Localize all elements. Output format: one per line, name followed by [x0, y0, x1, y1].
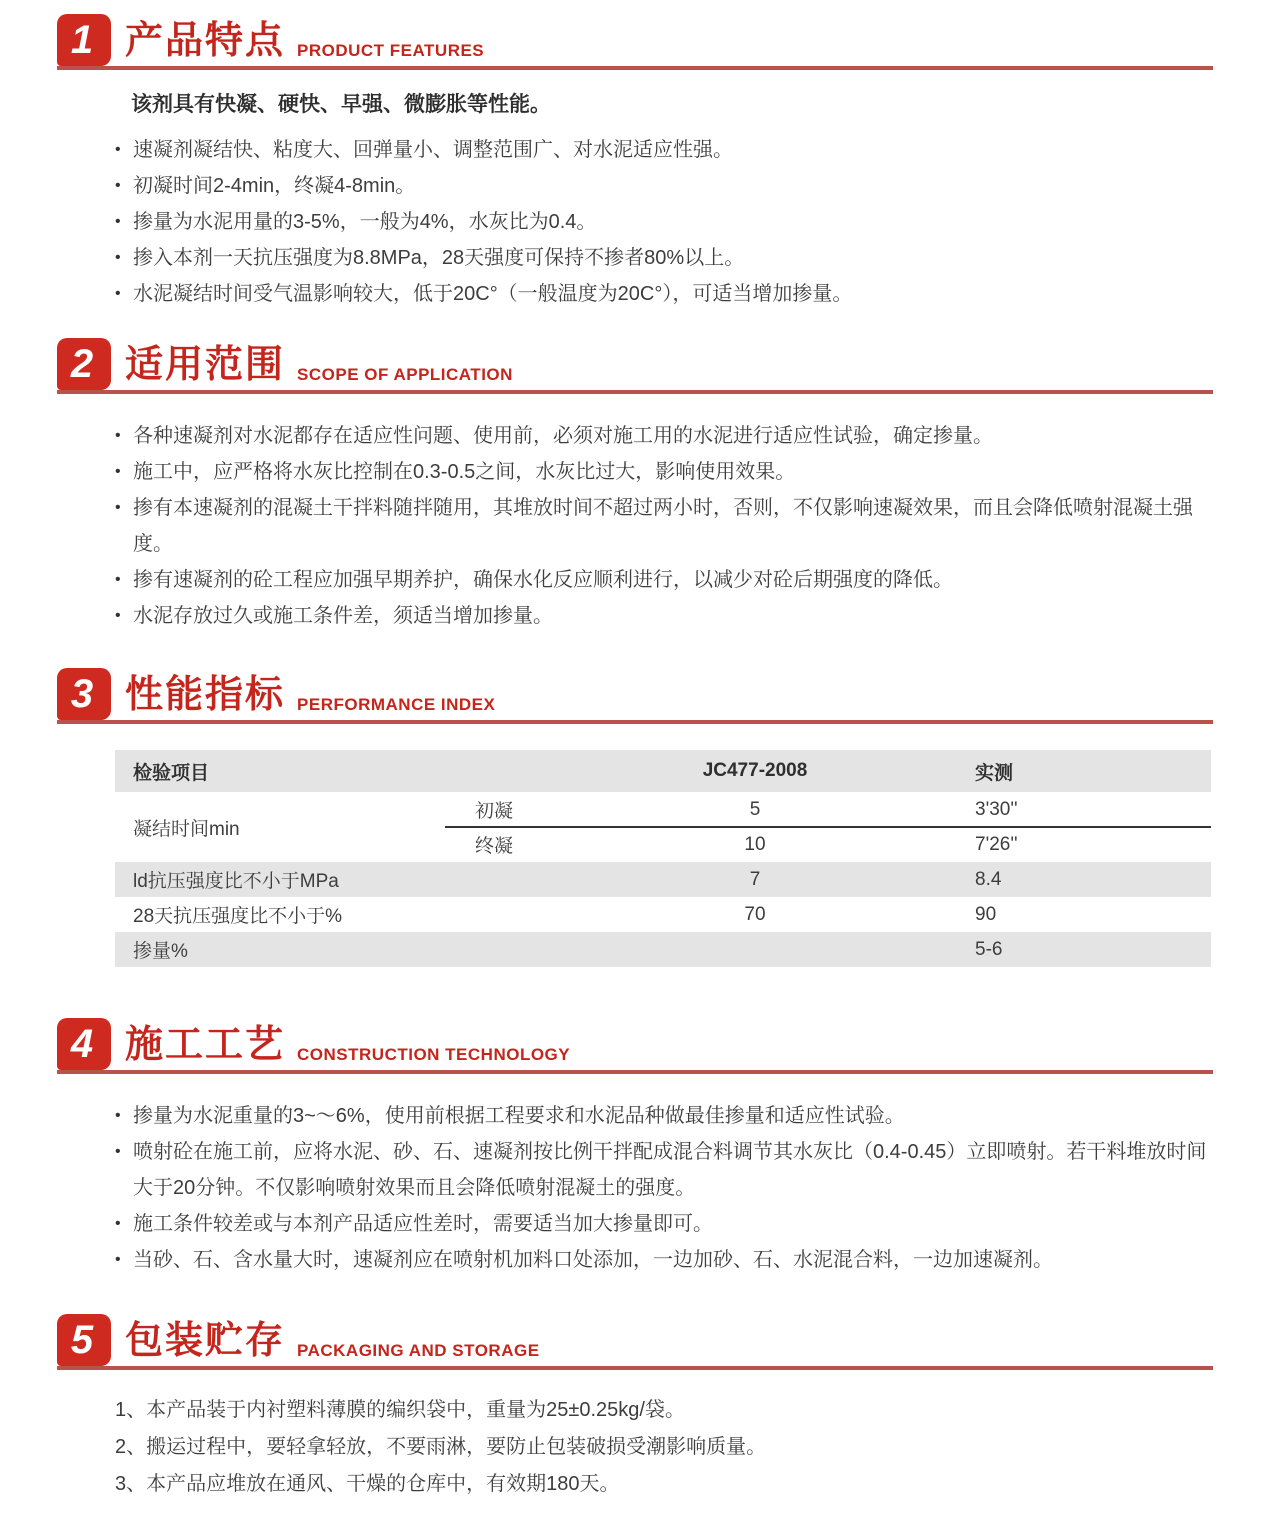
section-header [57, 338, 1213, 394]
section-title: 适用范围 [125, 344, 286, 386]
bullet-dot-icon: • [115, 1107, 121, 1124]
section-number-badge: 1 [57, 14, 111, 66]
list-item-text: 掺有速凝剂的砼工程应加强早期养护，确保水化反应顺利进行，以减少对砼后期强度的降低。 [133, 569, 953, 591]
section-header [57, 668, 1213, 724]
bullet-dot-icon: • [115, 1251, 121, 1268]
cell-measured: 3'30'' [975, 798, 1018, 820]
section-performance-index [0, 668, 1280, 967]
list-item [115, 1134, 1215, 1206]
section-content [115, 1392, 1215, 1503]
bullet-list [115, 418, 1215, 634]
list-item [115, 168, 1215, 204]
section-header [57, 1314, 1213, 1370]
col-header-standard: JC477-2008 [702, 760, 808, 781]
cell-standard: 7 [749, 868, 761, 890]
bullet-list [115, 132, 1215, 312]
section-title: 产品特点 [125, 20, 286, 62]
row-label: 凝结时间min [133, 818, 240, 840]
table-row [115, 862, 1211, 897]
bullet-dot-icon: • [115, 1215, 121, 1232]
section-content [115, 418, 1215, 634]
setting-time-rowgroup [115, 792, 1211, 862]
section-scope-of-application [0, 338, 1280, 634]
list-item-text: 施工条件较差或与本剂产品适应性差时，需要适当加大掺量即可。 [133, 1213, 713, 1235]
list-item-text: 水泥存放过久或施工条件差，须适当增加掺量。 [133, 605, 553, 627]
cell-standard: 70 [744, 903, 766, 925]
bullet-list [115, 1098, 1215, 1278]
section-header [57, 1018, 1213, 1074]
bullet-dot-icon: • [115, 141, 121, 158]
section-content [115, 1098, 1215, 1278]
section-header [57, 14, 1213, 70]
section-number-badge: 4 [57, 1018, 111, 1070]
subrow-divider [445, 826, 1211, 828]
section-subtitle-en: CONSTRUCTION TECHNOLOGY [297, 1045, 571, 1064]
section-number-badge: 2 [57, 338, 111, 390]
list-item [115, 1098, 1215, 1134]
intro-line: 该剂具有快凝、硬快、早强、微膨胀等性能。 [131, 93, 551, 116]
bullet-dot-icon: • [115, 499, 121, 516]
list-item-text: 各种速凝剂对水泥都存在适应性问题、使用前，必须对施工用的水泥进行适应性试验，确定掺量。 [133, 425, 993, 447]
list-item-text: 当砂、石、含水量大时，速凝剂应在喷射机加料口处添加，一边加砂、石、水泥混合料，一边加速凝剂。 [133, 1249, 1053, 1271]
section-packaging-and-storage [0, 1314, 1280, 1503]
list-item [115, 132, 1215, 168]
list-item [115, 490, 1215, 562]
list-item [115, 418, 1215, 454]
section-subtitle-en: PERFORMANCE INDEX [297, 695, 496, 714]
list-item-text: 施工中，应严格将水灰比控制在0.3-0.5之间，水灰比过大，影响使用效果。 [133, 461, 796, 483]
bullet-dot-icon: • [115, 571, 121, 588]
list-item-text: 掺有本速凝剂的混凝土干拌料随拌随用，其堆放时间不超过两小时，否则，不仅影响速凝效果，而且会降低喷射混凝土强度。 [133, 497, 1193, 555]
subrow-name: 初凝 [475, 801, 514, 822]
table-row [115, 827, 1211, 862]
col-header-item: 检验项目 [133, 762, 210, 784]
list-item: 3、本产品应堆放在通风、干燥的仓库中，有效期180天。 [115, 1473, 620, 1495]
bullet-dot-icon: • [115, 607, 121, 624]
section-content [115, 88, 1215, 312]
list-item-text: 掺量为水泥重量的3~～6%，使用前根据工程要求和水泥品种做最佳掺量和适应性试验。 [133, 1105, 905, 1127]
list-item: 2、搬运过程中，要轻拿轻放，不要雨淋，要防止包装破损受潮影响质量。 [115, 1436, 767, 1458]
section-subtitle-en: SCOPE OF APPLICATION [297, 365, 513, 384]
row-label: 掺量% [133, 941, 188, 962]
list-item [115, 562, 1215, 598]
list-item-text: 初凝时间2-4min，终凝4-8min。 [133, 175, 416, 197]
bullet-dot-icon: • [115, 427, 121, 444]
section-product-features [0, 14, 1280, 312]
row-label: 28天抗压强度比不小于% [133, 906, 343, 927]
bullet-dot-icon: • [115, 285, 121, 302]
bullet-dot-icon: • [115, 177, 121, 194]
list-item-text: 喷射砼在施工前，应将水泥、砂、石、速凝剂按比例干拌配成混合料调节其水灰比（0.4-0.45）立即喷射。若干料堆放时间大于20分钟。不仅影响喷射效果而且会降低喷射混凝土的强度。 [133, 1141, 1207, 1199]
section-title: 施工工艺 [125, 1024, 286, 1066]
list-item [115, 276, 1215, 312]
section-subtitle-en: PACKAGING AND STORAGE [297, 1341, 540, 1360]
section-title: 包装贮存 [125, 1320, 286, 1362]
table-header-row [115, 750, 1211, 792]
col-header-measured: 实测 [975, 762, 1014, 784]
list-item [115, 454, 1215, 490]
section-number-badge: 5 [57, 1314, 111, 1366]
list-item [115, 240, 1215, 276]
table-row [115, 792, 1211, 827]
table-row [115, 932, 1211, 967]
performance-table [115, 750, 1211, 967]
list-item-text: 水泥凝结时间受气温影响较大，低于20C°（一般温度为20C°），可适当增加掺量。 [133, 283, 853, 305]
list-item [115, 204, 1215, 240]
list-item: 1、本产品装于内衬塑料薄膜的编织袋中，重量为25±0.25kg/袋。 [115, 1399, 685, 1421]
numbered-list [115, 1392, 1215, 1503]
cell-measured: 8.4 [975, 868, 1002, 890]
list-item-text: 掺量为水泥用量的3-5%，一般为4%，水灰比为0.4。 [133, 211, 597, 233]
row-label: ld抗压强度比不小于MPa [133, 871, 339, 892]
cell-measured: 5-6 [975, 938, 1003, 960]
cell-standard: 5 [749, 798, 761, 820]
cell-measured: 90 [975, 903, 997, 925]
bullet-dot-icon: • [115, 1143, 121, 1160]
subrow-name: 终凝 [475, 836, 514, 857]
bullet-dot-icon: • [115, 463, 121, 480]
list-item [115, 598, 1215, 634]
section-title: 性能指标 [125, 674, 286, 716]
list-item [115, 1242, 1215, 1278]
cell-measured: 7'26'' [975, 833, 1018, 855]
list-item [115, 1206, 1215, 1242]
list-item-text: 掺入本剂一天抗压强度为8.8MPa，28天强度可保持不掺者80%以上。 [133, 247, 745, 269]
list-item-text: 速凝剂凝结快、粘度大、回弹量小、调整范围广、对水泥适应性强。 [133, 139, 733, 161]
section-number-badge: 3 [57, 668, 111, 720]
bullet-dot-icon: • [115, 213, 121, 230]
section-construction-technology [0, 1018, 1280, 1278]
cell-standard: 10 [744, 833, 766, 855]
table-row [115, 897, 1211, 932]
section-subtitle-en: PRODUCT FEATURES [297, 41, 485, 60]
bullet-dot-icon: • [115, 249, 121, 266]
